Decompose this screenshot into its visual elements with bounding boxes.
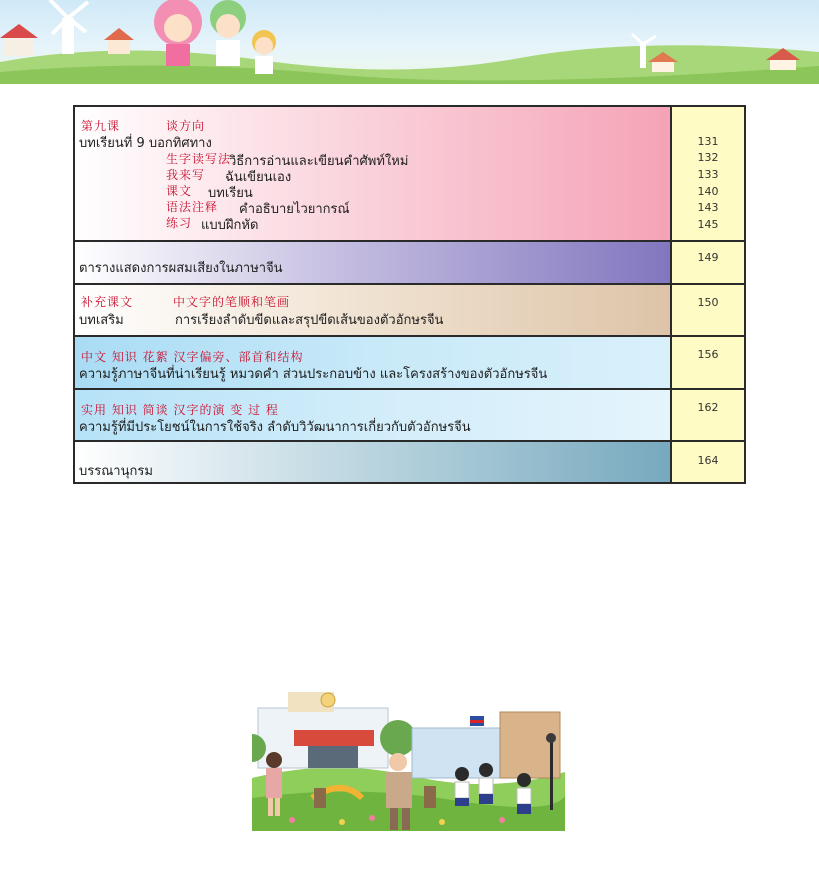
section-title-zh: 中文字的笔顺和笔画 [173, 295, 291, 309]
section-title-th: ตารางแสดงการผสมเสียงในภาษาจีน [79, 261, 283, 276]
toc-row-title-cell [75, 242, 672, 283]
toc-row-title-cell [75, 285, 672, 335]
section-title-th: การเรียงลำดับขีดและสรุปขีดเส้นของตัวอักษรจีน [175, 313, 444, 328]
subsection-th: แบบฝึกหัด [201, 218, 259, 233]
table-of-contents [73, 105, 746, 484]
subsection-th: วิธีการอ่านและเขียนคำศัพท์ใหม่ [229, 154, 409, 169]
toc-page-cell [672, 442, 744, 482]
toc-row-title-cell [75, 442, 672, 482]
page-number[interactable]: 132 [697, 151, 719, 164]
windmill-icon [50, 0, 88, 54]
banner-scenery [0, 0, 819, 84]
page-number[interactable]: 131 [697, 135, 719, 148]
school-illustration [252, 688, 565, 831]
section-label-th: บทเสริม [79, 313, 124, 328]
subsection-th: ฉันเขียนเอง [225, 170, 292, 185]
lesson-number-zh: 第九课 [81, 119, 121, 133]
toc-row-chinese-knowledge[interactable] [75, 337, 744, 390]
page-number[interactable]: 150 [697, 296, 719, 309]
toc-row-lesson-9[interactable] [75, 107, 744, 242]
page-number[interactable]: 133 [697, 168, 719, 181]
toc-page-cell [672, 242, 744, 283]
toc-page-cell [672, 107, 744, 240]
house-icon [0, 24, 38, 56]
page-number[interactable]: 149 [697, 251, 719, 264]
page-number[interactable]: 140 [697, 185, 719, 198]
subsection-zh: 我来写 [166, 168, 206, 182]
lesson-title-zh: 谈方向 [166, 119, 206, 133]
subsection-zh: 生字读写法 [166, 152, 232, 166]
page-number[interactable]: 164 [697, 454, 719, 467]
toc-row-sound-table[interactable] [75, 242, 744, 285]
toc-row-supplementary[interactable] [75, 285, 744, 337]
page-number[interactable]: 156 [697, 348, 719, 361]
toc-row-bibliography[interactable] [75, 442, 744, 482]
page-number[interactable]: 145 [697, 218, 719, 231]
toc-row-practical-knowledge[interactable] [75, 390, 744, 442]
section-title-th: บรรณานุกรม [79, 464, 153, 479]
toc-row-title-cell [75, 337, 672, 388]
subsection-th: บทเรียน [208, 186, 253, 201]
cartoon-child-icon [252, 30, 276, 74]
toc-page-cell [672, 337, 744, 388]
toc-page-cell [672, 390, 744, 440]
section-title-th: ความรู้ภาษาจีนที่น่าเรียนรู้ หมวดคำ ส่วนประกอบข้าง และโครงสร้างของตัวอักษรจีน [79, 367, 548, 382]
section-title-zh: 实用 知识 简谈 汉字的演 变 过 程 [81, 403, 279, 417]
toc-row-title-cell [75, 390, 672, 440]
subsection-zh: 语法注释 [166, 200, 219, 214]
subsection-zh: 练习 [166, 216, 193, 230]
lesson-title-th: บทเรียนที่ 9 บอกทิศทาง [79, 136, 212, 151]
section-label-zh: 补充课文 [81, 295, 134, 309]
toc-page-cell [672, 285, 744, 335]
page-number[interactable]: 143 [697, 201, 719, 214]
page-number[interactable]: 162 [697, 401, 719, 414]
subsection-th: คำอธิบายไวยากรณ์ [239, 202, 350, 217]
section-title-th: ความรู้ที่มีประโยชน์ในการใช้จริง ลำดับวิวัฒนาการเกี่ยวกับตัวอักษรจีน [79, 420, 471, 435]
toc-row-title-cell [75, 107, 672, 240]
house-icon [104, 28, 134, 54]
section-title-zh: 中文 知识 花絮 汉字偏旁、部首和结构 [81, 350, 304, 364]
header-banner [0, 0, 819, 84]
school-scene [252, 688, 565, 831]
subsection-zh: 课文 [166, 184, 193, 198]
